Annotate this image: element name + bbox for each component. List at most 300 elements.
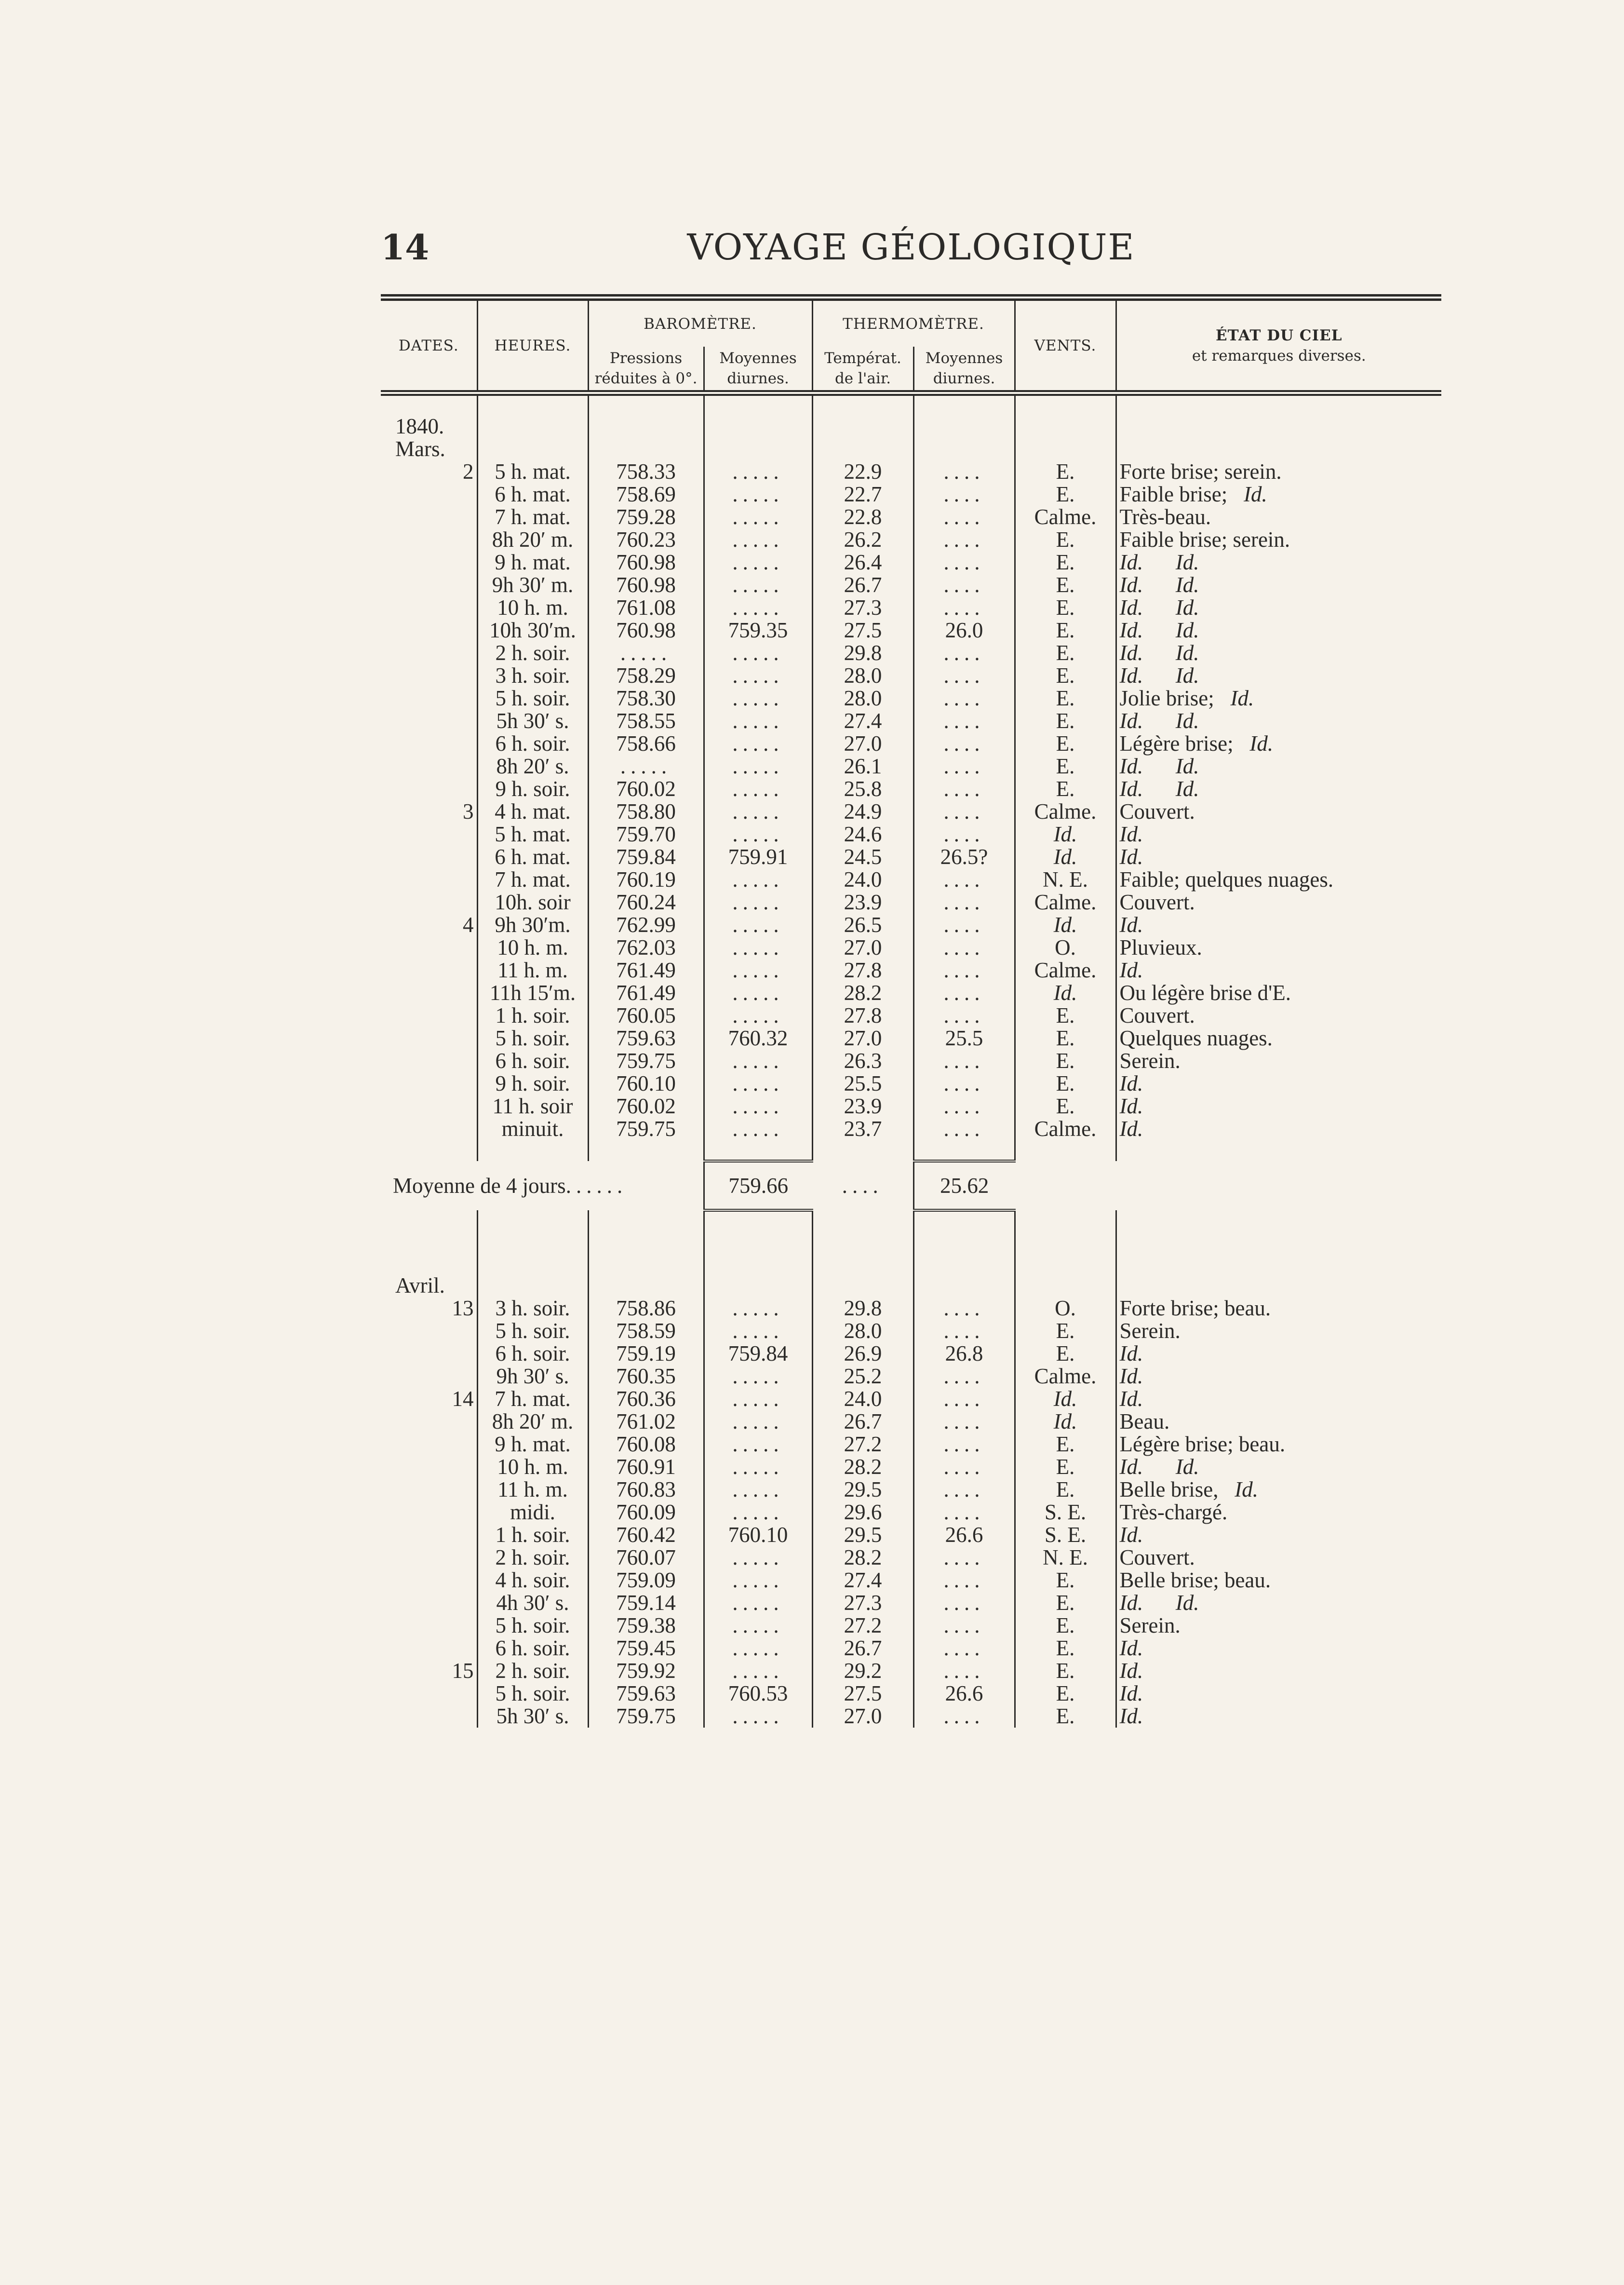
table-row <box>381 1592 1441 1614</box>
vent-cell: E. <box>1015 1027 1116 1050</box>
meteo-table <box>381 294 1441 1728</box>
date-cell <box>381 1050 477 1072</box>
etat-cell: Id. <box>1116 959 1441 982</box>
moyenne-baro-cell: ..... <box>704 460 812 483</box>
moyenne-thermo-cell: 26.8 <box>913 1342 1015 1365</box>
moyenne-thermo-cell: .... <box>913 1705 1015 1728</box>
moyenne-baro-cell: ..... <box>704 1501 812 1524</box>
vent-cell: E. <box>1015 596 1116 619</box>
heure-cell: 1 h. soir. <box>477 1004 588 1027</box>
moyenne-thermo-cell: .... <box>913 982 1015 1004</box>
pression-cell: 758.59 <box>588 1320 704 1342</box>
pression-cell: ..... <box>588 755 704 778</box>
heure-cell: 8h 20′ s. <box>477 755 588 778</box>
etat-cell: Id. <box>1116 1660 1441 1682</box>
vent-cell: Calme. <box>1015 1365 1116 1388</box>
pression-cell: 760.05 <box>588 1004 704 1027</box>
pression-cell: 760.35 <box>588 1365 704 1388</box>
heure-cell: 8h 20′ m. <box>477 528 588 551</box>
date-cell <box>381 1320 477 1342</box>
col-vents: VENTS. <box>1015 297 1116 393</box>
etat-cell: Belle brise; beau. <box>1116 1569 1441 1592</box>
vent-cell: E. <box>1015 710 1116 732</box>
date-cell: 13 <box>452 1296 474 1320</box>
table-row <box>381 778 1441 800</box>
date-cell: 2 <box>463 460 474 484</box>
etat-cell: Forte brise; serein. <box>1116 460 1441 483</box>
table-row <box>381 800 1441 823</box>
heure-cell: 4h 30′ s. <box>477 1592 588 1614</box>
vent-cell: Calme. <box>1015 959 1116 982</box>
moyenne-baro-cell: ..... <box>704 914 812 936</box>
moyenne-baro-cell: ..... <box>704 1637 812 1660</box>
date-cell <box>381 959 477 982</box>
heure-cell: 9h 30′m. <box>477 914 588 936</box>
etat-cell: Forte brise; beau. <box>1116 1297 1441 1320</box>
etat-cell: Id. Id. <box>1116 551 1441 574</box>
moyenne-baro-cell: ..... <box>704 1004 812 1027</box>
moyenne-baro-cell: ..... <box>704 574 812 596</box>
moyenne-baro-cell: ..... <box>704 596 812 619</box>
moyenne-thermo-cell: .... <box>913 1637 1015 1660</box>
moyenne-thermo-cell: .... <box>913 710 1015 732</box>
table-row <box>381 574 1441 596</box>
table-row <box>381 1456 1441 1478</box>
pression-cell: 760.23 <box>588 528 704 551</box>
heure-cell: 5 h. soir. <box>477 687 588 710</box>
table-row <box>381 755 1441 778</box>
date-cell: 15 <box>452 1659 474 1683</box>
moyenne-baro-cell: ..... <box>704 1592 812 1614</box>
pression-cell: 760.09 <box>588 1501 704 1524</box>
pression-cell: 759.75 <box>588 1050 704 1072</box>
etat-cell: Faible; quelques nuages. <box>1116 868 1441 891</box>
date-cell <box>381 1705 477 1728</box>
moyenne-baro-cell: ..... <box>704 642 812 664</box>
pression-cell: 760.02 <box>588 778 704 800</box>
heure-cell: 11 h. soir <box>477 1095 588 1118</box>
pression-cell: 759.45 <box>588 1637 704 1660</box>
col-etat-title: ÉTAT DU CIEL <box>1216 326 1342 344</box>
temp-cell: 27.8 <box>812 959 913 982</box>
table-row <box>381 664 1441 687</box>
etat-cell: Id. <box>1116 1388 1441 1410</box>
heure-cell: 6 h. mat. <box>477 483 588 506</box>
heure-cell: 9 h. soir. <box>477 778 588 800</box>
table-row <box>381 1410 1441 1433</box>
vent-cell: E. <box>1015 483 1116 506</box>
pression-cell: 758.80 <box>588 800 704 823</box>
vent-cell: Calme. <box>1015 1118 1116 1140</box>
temp-cell: 26.7 <box>812 574 913 596</box>
vent-cell: Id. <box>1015 846 1116 868</box>
moyenne-baro-cell: ..... <box>704 800 812 823</box>
temp-cell: 22.9 <box>812 460 913 483</box>
month-avril <box>381 1274 1441 1297</box>
mean-thermo: 25.62 <box>913 1161 1015 1210</box>
vent-cell: Calme. <box>1015 891 1116 914</box>
date-cell <box>381 1682 477 1705</box>
etat-cell: Id. <box>1116 914 1441 936</box>
col-heures: HEURES. <box>477 297 588 393</box>
table-row <box>381 914 1441 936</box>
pression-cell: 759.09 <box>588 1569 704 1592</box>
heure-cell: 1 h. soir. <box>477 1524 588 1546</box>
moyenne-baro-cell: ..... <box>704 1660 812 1682</box>
moyenne-thermo-cell: .... <box>913 891 1015 914</box>
etat-cell: Id. <box>1116 1682 1441 1705</box>
temp-cell: 27.0 <box>812 1705 913 1728</box>
moyenne-thermo-cell: .... <box>913 1501 1015 1524</box>
col-temperat: Températ. de l'air. <box>812 347 913 393</box>
moyenne-thermo-cell: .... <box>913 1072 1015 1095</box>
vent-cell: E. <box>1015 619 1116 642</box>
date-cell <box>381 1592 477 1614</box>
heure-cell: 2 h. soir. <box>477 1546 588 1569</box>
heure-cell: 2 h. soir. <box>477 642 588 664</box>
pression-cell: 758.33 <box>588 460 704 483</box>
table-row <box>381 1095 1441 1118</box>
moyenne-baro-cell: ..... <box>704 687 812 710</box>
etat-cell: Couvert. <box>1116 1546 1441 1569</box>
etat-cell: Belle brise, Id. <box>1116 1478 1441 1501</box>
moyenne-baro-cell: ..... <box>704 710 812 732</box>
pression-cell: 759.14 <box>588 1592 704 1614</box>
moyenne-baro-cell: ..... <box>704 664 812 687</box>
date-cell <box>381 1410 477 1433</box>
moyenne-baro-cell: ..... <box>704 1050 812 1072</box>
heure-cell: 9 h. mat. <box>477 551 588 574</box>
temp-cell: 22.8 <box>812 506 913 528</box>
moyenne-baro-cell: ..... <box>704 1118 812 1140</box>
etat-cell: Pluvieux. <box>1116 936 1441 959</box>
vent-cell: E. <box>1015 1433 1116 1456</box>
vent-cell: E. <box>1015 732 1116 755</box>
moyenne-baro-cell: 759.91 <box>704 846 812 868</box>
moyenne-thermo-cell: .... <box>913 823 1015 846</box>
vent-cell: E. <box>1015 1072 1116 1095</box>
date-cell <box>381 755 477 778</box>
vent-cell: E. <box>1015 551 1116 574</box>
table-row <box>381 619 1441 642</box>
etat-cell: Id. <box>1116 1072 1441 1095</box>
col-moyennes-baro: Moyennes diurnes. <box>704 347 812 393</box>
temp-cell: 29.5 <box>812 1524 913 1546</box>
table-row <box>381 1072 1441 1095</box>
moyenne-thermo-cell: .... <box>913 959 1015 982</box>
temp-cell: 24.6 <box>812 823 913 846</box>
heure-cell: 9h 30′ s. <box>477 1365 588 1388</box>
date-cell <box>381 687 477 710</box>
table-row <box>381 642 1441 664</box>
etat-cell: Id. <box>1116 1637 1441 1660</box>
etat-cell: Id. Id. <box>1116 778 1441 800</box>
date-cell <box>381 528 477 551</box>
etat-cell: Id. <box>1116 823 1441 846</box>
temp-cell: 27.4 <box>812 1569 913 1592</box>
etat-cell: Très-beau. <box>1116 506 1441 528</box>
col-thermometre: THERMOMÈTRE. <box>812 297 1015 347</box>
table-row <box>381 1004 1441 1027</box>
temp-cell: 28.0 <box>812 1320 913 1342</box>
etat-cell: Faible brise; Id. <box>1116 483 1441 506</box>
pression-cell: 758.69 <box>588 483 704 506</box>
date-cell: 4 <box>463 913 474 937</box>
moyenne-thermo-cell: .... <box>913 778 1015 800</box>
date-cell <box>381 1614 477 1637</box>
vent-cell: E. <box>1015 755 1116 778</box>
date-cell <box>381 1433 477 1456</box>
date-cell <box>381 664 477 687</box>
moyenne-thermo-cell: .... <box>913 1456 1015 1478</box>
temp-cell: 24.5 <box>812 846 913 868</box>
moyenne-baro-cell: ..... <box>704 528 812 551</box>
vent-cell: E. <box>1015 1004 1116 1027</box>
heure-cell: 5 h. mat. <box>477 460 588 483</box>
table-row <box>381 1569 1441 1592</box>
vent-cell: E. <box>1015 664 1116 687</box>
moyenne-baro-cell: ..... <box>704 1297 812 1320</box>
pression-cell: ..... <box>588 642 704 664</box>
table-row <box>381 1050 1441 1072</box>
pression-cell: 759.75 <box>588 1118 704 1140</box>
vent-cell: E. <box>1015 1320 1116 1342</box>
temp-cell: 24.9 <box>812 800 913 823</box>
table-row <box>381 1682 1441 1705</box>
moyenne-baro-cell: ..... <box>704 778 812 800</box>
moyenne-baro-cell: ..... <box>704 1410 812 1433</box>
moyenne-thermo-cell: .... <box>913 1050 1015 1072</box>
date-cell <box>381 1637 477 1660</box>
moyenne-thermo-cell: .... <box>913 1660 1015 1682</box>
mean-thermo-dots: .... <box>842 1173 883 1198</box>
moyenne-thermo-cell: .... <box>913 755 1015 778</box>
temp-cell: 23.9 <box>812 891 913 914</box>
etat-cell: Serein. <box>1116 1614 1441 1637</box>
moyenne-thermo-cell: .... <box>913 460 1015 483</box>
mean-row <box>381 1161 1441 1210</box>
temp-cell: 29.5 <box>812 1478 913 1501</box>
pression-cell: 761.49 <box>588 959 704 982</box>
vent-cell: S. E. <box>1015 1524 1116 1546</box>
heure-cell: 10 h. m. <box>477 1456 588 1478</box>
moyenne-thermo-cell: .... <box>913 1478 1015 1501</box>
heure-cell: 6 h. soir. <box>477 1050 588 1072</box>
etat-cell: Serein. <box>1116 1320 1441 1342</box>
vent-cell: E. <box>1015 1095 1116 1118</box>
etat-cell: Couvert. <box>1116 891 1441 914</box>
vent-cell: S. E. <box>1015 1501 1116 1524</box>
moyenne-thermo-cell: .... <box>913 1410 1015 1433</box>
moyenne-baro-cell: ..... <box>704 755 812 778</box>
temp-cell: 27.5 <box>812 1682 913 1705</box>
heure-cell: 4 h. mat. <box>477 800 588 823</box>
date-cell <box>381 1118 477 1140</box>
month-avril-label: Avril. <box>395 1273 445 1298</box>
heure-cell: 9 h. soir. <box>477 1072 588 1095</box>
etat-cell: Id. Id. <box>1116 710 1441 732</box>
temp-cell: 27.0 <box>812 1027 913 1050</box>
etat-cell: Légère brise; beau. <box>1116 1433 1441 1456</box>
temp-cell: 27.3 <box>812 596 913 619</box>
month-mars-label: Mars. <box>395 437 445 461</box>
moyenne-thermo-cell: 26.5? <box>913 846 1015 868</box>
heure-cell: 10h. soir <box>477 891 588 914</box>
moyenne-baro-cell: ..... <box>704 483 812 506</box>
date-cell <box>381 1342 477 1365</box>
table-row <box>381 1660 1441 1682</box>
moyenne-thermo-cell: .... <box>913 1569 1015 1592</box>
moyenne-thermo-cell: .... <box>913 914 1015 936</box>
vent-cell: Calme. <box>1015 506 1116 528</box>
pression-cell: 760.83 <box>588 1478 704 1501</box>
temp-cell: 29.2 <box>812 1660 913 1682</box>
page-title: VOYAGE GÉOLOGIQUE <box>687 227 1135 268</box>
moyenne-thermo-cell: .... <box>913 642 1015 664</box>
heure-cell: 11 h. m. <box>477 1478 588 1501</box>
running-head <box>381 227 1441 280</box>
heure-cell: 10 h. m. <box>477 596 588 619</box>
heure-cell: 5 h. soir. <box>477 1027 588 1050</box>
temp-cell: 27.4 <box>812 710 913 732</box>
date-cell <box>381 1365 477 1388</box>
moyenne-baro-cell: ..... <box>704 936 812 959</box>
table-row <box>381 1320 1441 1342</box>
etat-cell: Id. <box>1116 1524 1441 1546</box>
etat-cell: Id. Id. <box>1116 755 1441 778</box>
pression-cell: 760.07 <box>588 1546 704 1569</box>
etat-cell: Id. <box>1116 846 1441 868</box>
temp-cell: 26.9 <box>812 1342 913 1365</box>
vent-cell: E. <box>1015 528 1116 551</box>
vent-cell: E. <box>1015 1705 1116 1728</box>
table-row <box>381 506 1441 528</box>
date-cell <box>381 574 477 596</box>
pression-cell: 760.98 <box>588 551 704 574</box>
moyenne-thermo-cell: .... <box>913 551 1015 574</box>
vent-cell: O. <box>1015 1297 1116 1320</box>
heure-cell: 2 h. soir. <box>477 1660 588 1682</box>
table-row <box>381 1297 1441 1320</box>
moyenne-thermo-cell: .... <box>913 687 1015 710</box>
moyenne-baro-cell: ..... <box>704 891 812 914</box>
heure-cell: 10 h. m. <box>477 936 588 959</box>
vent-cell: E. <box>1015 1456 1116 1478</box>
vent-cell: E. <box>1015 1478 1116 1501</box>
moyenne-baro-cell: ..... <box>704 1388 812 1410</box>
date-cell <box>381 732 477 755</box>
pression-cell: 760.42 <box>588 1524 704 1546</box>
moyenne-thermo-cell: .... <box>913 732 1015 755</box>
date-cell <box>381 483 477 506</box>
etat-cell: Quelques nuages. <box>1116 1027 1441 1050</box>
moyenne-thermo-cell: .... <box>913 1388 1015 1410</box>
pression-cell: 761.08 <box>588 596 704 619</box>
table-row <box>381 846 1441 868</box>
etat-cell: Faible brise; serein. <box>1116 528 1441 551</box>
etat-cell: Couvert. <box>1116 1004 1441 1027</box>
pression-cell: 758.66 <box>588 732 704 755</box>
moyenne-thermo-cell: .... <box>913 936 1015 959</box>
table-row <box>381 528 1441 551</box>
heure-cell: 5 h. soir. <box>477 1682 588 1705</box>
temp-cell: 28.2 <box>812 982 913 1004</box>
heure-cell: 4 h. soir. <box>477 1569 588 1592</box>
date-cell <box>381 1004 477 1027</box>
vent-cell: E. <box>1015 460 1116 483</box>
temp-cell: 29.6 <box>812 1501 913 1524</box>
etat-cell: Légère brise; Id. <box>1116 732 1441 755</box>
table-row <box>381 1501 1441 1524</box>
etat-cell: Ou légère brise d'E. <box>1116 982 1441 1004</box>
pression-cell: 761.02 <box>588 1410 704 1433</box>
temp-cell: 25.8 <box>812 778 913 800</box>
moyenne-thermo-cell: 26.0 <box>913 619 1015 642</box>
heure-cell: 9 h. mat. <box>477 1433 588 1456</box>
table-row <box>381 710 1441 732</box>
pression-cell: 759.28 <box>588 506 704 528</box>
pression-cell: 760.19 <box>588 868 704 891</box>
date-cell <box>381 891 477 914</box>
moyenne-thermo-cell: .... <box>913 596 1015 619</box>
moyenne-thermo-cell: .... <box>913 1592 1015 1614</box>
vent-cell: E. <box>1015 1050 1116 1072</box>
vent-cell: Id. <box>1015 1388 1116 1410</box>
temp-cell: 25.5 <box>812 1072 913 1095</box>
pression-cell: 760.36 <box>588 1388 704 1410</box>
date-cell <box>381 506 477 528</box>
date-cell <box>381 1546 477 1569</box>
etat-cell: Id. Id. <box>1116 1592 1441 1614</box>
pression-cell: 759.19 <box>588 1342 704 1365</box>
date-cell <box>381 1027 477 1050</box>
date-cell <box>381 982 477 1004</box>
temp-cell: 23.7 <box>812 1118 913 1140</box>
table-row <box>381 936 1441 959</box>
table-row <box>381 732 1441 755</box>
table-row <box>381 483 1441 506</box>
moyenne-thermo-cell: .... <box>913 574 1015 596</box>
table-row <box>381 1118 1441 1140</box>
date-cell <box>381 619 477 642</box>
moyenne-thermo-cell: .... <box>913 1614 1015 1637</box>
vent-cell: E. <box>1015 687 1116 710</box>
date-cell: 3 <box>463 799 474 824</box>
vent-cell: Calme. <box>1015 800 1116 823</box>
etat-cell: Id. <box>1116 1118 1441 1140</box>
moyenne-thermo-cell: .... <box>913 800 1015 823</box>
table-row <box>381 1365 1441 1388</box>
temp-cell: 26.2 <box>812 528 913 551</box>
temp-cell: 25.2 <box>812 1365 913 1388</box>
temp-cell: 27.2 <box>812 1433 913 1456</box>
vent-cell: E. <box>1015 1682 1116 1705</box>
vent-cell: Id. <box>1015 914 1116 936</box>
date-cell <box>381 868 477 891</box>
temp-cell: 27.2 <box>812 1614 913 1637</box>
heure-cell: 11h 15′m. <box>477 982 588 1004</box>
moyenne-baro-cell: ..... <box>704 732 812 755</box>
temp-cell: 24.0 <box>812 868 913 891</box>
table-row <box>381 959 1441 982</box>
date-cell <box>381 1501 477 1524</box>
table-row <box>381 1478 1441 1501</box>
heure-cell: minuit. <box>477 1118 588 1140</box>
etat-cell: Id. Id. <box>1116 619 1441 642</box>
vent-cell: E. <box>1015 1660 1116 1682</box>
temp-cell: 28.0 <box>812 664 913 687</box>
date-cell <box>381 1569 477 1592</box>
